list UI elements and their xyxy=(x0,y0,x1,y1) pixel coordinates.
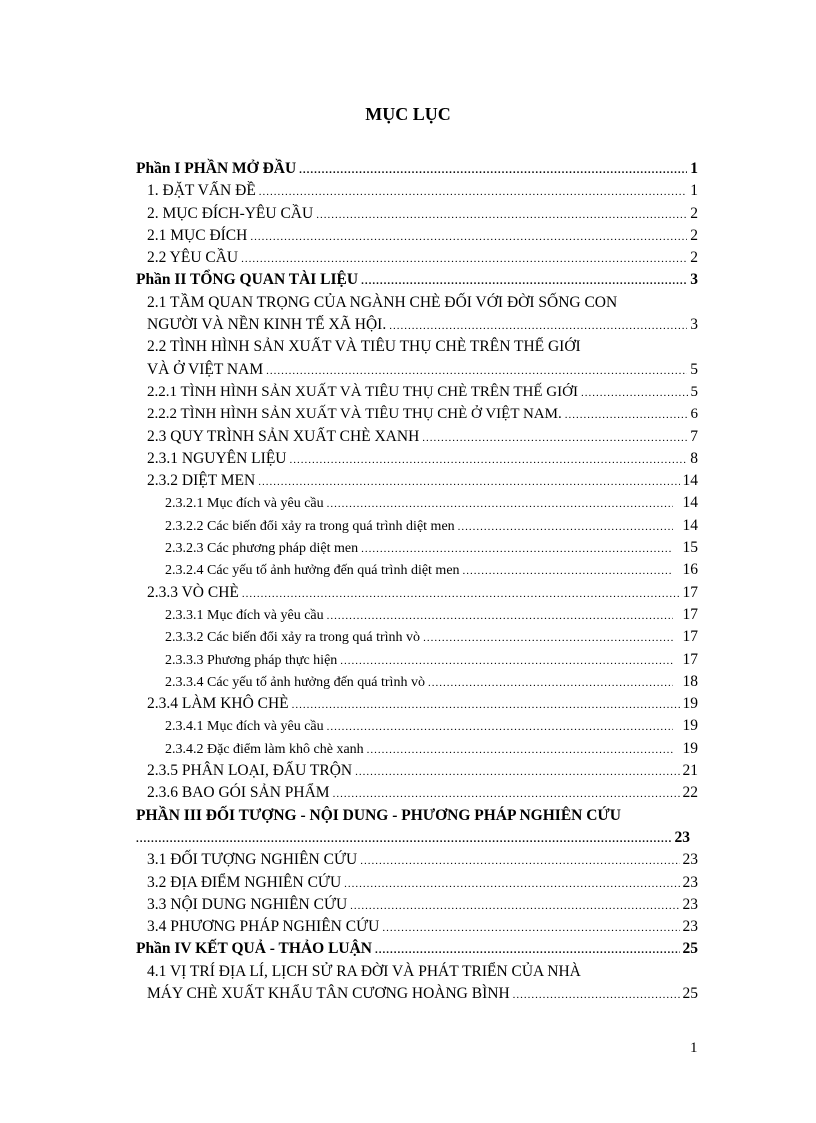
toc-entry-label: 2.3.4.1 Mục đích và yêu cầu xyxy=(165,719,324,735)
toc-entry-page: 6 xyxy=(690,406,698,423)
toc-leader xyxy=(299,159,687,181)
toc-entry[interactable] xyxy=(136,225,698,247)
toc-entry-label: Phần I PHẦN MỞ ĐẦU xyxy=(136,160,297,177)
toc-entry-label: 2.2.2 TÌNH HÌNH SẢN XUẤT VÀ TIÊU THỤ CHÈ Ở VIỆT NAM. xyxy=(147,406,562,423)
page-title: MỤC LỤC xyxy=(365,104,451,124)
toc-entry-page: 25 xyxy=(682,940,698,958)
toc-entry-label: 2.3.4.2 Đặc điểm làm khô chè xanh xyxy=(165,741,364,757)
toc-entry[interactable] xyxy=(136,381,698,403)
toc-entry-label: 2.3 QUY TRÌNH SẢN XUẤT CHÈ XANH xyxy=(147,427,420,445)
toc-entry-page: 3 xyxy=(690,271,698,289)
toc-entry-page: 23 xyxy=(682,873,698,891)
toc-entry[interactable] xyxy=(136,872,698,894)
toc-entry-label: 2.3.3.2 Các biến đổi xảy ra trong quá trình vò xyxy=(165,630,421,646)
toc-entry-label: 3.1 ĐỐI TƯỢNG NGHIÊN CỨU xyxy=(147,851,358,869)
toc-entry-line1[interactable] xyxy=(136,805,698,827)
toc-entry-page: 19 xyxy=(682,717,698,735)
toc-leader xyxy=(389,315,687,337)
toc-leader xyxy=(355,761,679,783)
toc-leader xyxy=(289,449,687,471)
toc-entry-label: Phần IV KẾT QUẢ - THẢO LUẬN xyxy=(136,940,372,958)
toc-entry[interactable] xyxy=(136,158,698,180)
toc-entry-label: 2.1 MỤC ĐÍCH xyxy=(147,226,248,244)
toc-entry-page: 21 xyxy=(682,762,698,780)
toc-leader xyxy=(423,627,673,649)
toc-entry[interactable] xyxy=(136,604,698,626)
toc-entry-label: 2.2.1 TÌNH HÌNH SẢN XUẤT VÀ TIÊU THỤ CHÈ TRÊN THẾ GIỚI xyxy=(147,383,578,400)
toc-entry-page: 1 xyxy=(690,160,698,177)
toc-entry-line2[interactable] xyxy=(136,359,698,381)
toc-entry-page: 5 xyxy=(690,360,698,378)
toc-entry[interactable] xyxy=(136,537,698,559)
toc-entry-page: 18 xyxy=(682,672,698,690)
toc-entry[interactable] xyxy=(136,849,698,871)
toc-entry-page: 2 xyxy=(690,226,698,244)
toc-entry-page: 19 xyxy=(682,695,698,713)
toc-leader xyxy=(361,538,673,560)
toc-leader xyxy=(292,694,680,716)
toc-entry-label-continued: NGƯỜI VÀ NỀN KINH TẾ XÃ HỘI. xyxy=(147,316,387,334)
toc-entry[interactable] xyxy=(136,403,698,425)
toc-leader xyxy=(463,560,673,582)
toc-entry-label: 2.3.3.3 Phương pháp thực hiện xyxy=(165,652,338,668)
toc-leader xyxy=(513,984,680,1006)
toc-entry[interactable] xyxy=(136,671,698,693)
toc-leader xyxy=(136,828,672,850)
toc-entry-label: 2.3.2.1 Mục đích và yêu cầu xyxy=(165,496,324,512)
toc-entry-page: 17 xyxy=(682,628,698,646)
toc-entry-page: 17 xyxy=(682,605,698,623)
toc-entry[interactable] xyxy=(136,738,698,760)
toc-entry-page: 25 xyxy=(682,984,698,1002)
toc-leader xyxy=(259,181,687,203)
toc-entry-label: 2.2 TÌNH HÌNH SẢN XUẤT VÀ TIÊU THỤ CHÈ TRÊN THẾ GIỚI xyxy=(147,338,581,356)
toc-leader xyxy=(422,427,687,449)
toc-entry-label: 2.3.5 PHÂN LOẠI, ĐẤU TRỘN xyxy=(147,762,353,780)
toc-leader xyxy=(360,850,679,872)
toc-entry-label: 2.3.2 DIỆT MEN xyxy=(147,472,256,490)
toc-entry[interactable] xyxy=(136,180,698,202)
toc-entry-label: 4.1 VỊ TRÍ ĐỊA LÍ, LỊCH SỬ RA ĐỜI VÀ PHÁT TRIỂN CỦA NHÀ xyxy=(147,962,581,980)
toc-leader xyxy=(242,583,680,605)
toc-entry-label: 3.3 NỘI DUNG NGHIÊN CỨU xyxy=(147,895,348,913)
toc-entry-page: 1 xyxy=(690,182,698,200)
toc-entry-page: 19 xyxy=(682,739,698,757)
page-number: 1 xyxy=(690,1040,698,1056)
toc-entry-line1[interactable] xyxy=(136,292,698,314)
toc-entry-page: 22 xyxy=(682,784,698,802)
toc-entry-page: 7 xyxy=(690,427,698,445)
toc-entry[interactable] xyxy=(136,448,698,470)
toc-leader xyxy=(382,917,679,939)
toc-leader xyxy=(565,404,688,426)
toc-entry-page: 23 xyxy=(674,828,690,846)
toc-entry-page: 23 xyxy=(682,918,698,936)
toc-entry-label: 2.3.2.3 Các phương pháp diệt men xyxy=(165,541,359,557)
toc-leader xyxy=(241,248,687,270)
toc-entry-page: 15 xyxy=(682,539,698,557)
toc-entry[interactable] xyxy=(136,649,698,671)
toc-entry[interactable] xyxy=(136,782,698,804)
toc-entry-line2[interactable] xyxy=(136,827,698,849)
toc-entry-label: 2. MỤC ĐÍCH-YÊU CẦU xyxy=(147,204,314,222)
toc-entry[interactable] xyxy=(136,426,698,448)
toc-leader xyxy=(327,716,673,738)
toc-leader xyxy=(361,270,687,292)
toc-leader xyxy=(340,650,673,672)
toc-entry[interactable] xyxy=(136,247,698,269)
toc-leader xyxy=(258,471,679,493)
toc-entry[interactable] xyxy=(136,760,698,782)
toc-entry[interactable] xyxy=(136,693,698,715)
toc-leader xyxy=(344,873,679,895)
toc-entry-page: 5 xyxy=(690,383,698,400)
toc-entry-page: 23 xyxy=(682,895,698,913)
toc-entry[interactable] xyxy=(136,626,698,648)
toc-entry[interactable] xyxy=(136,492,698,514)
toc-entry-page: 14 xyxy=(682,494,698,512)
toc-entry-label: 3.2 ĐỊA ĐIỂM NGHIÊN CỨU xyxy=(147,873,342,891)
toc-leader xyxy=(327,605,673,627)
toc-entry[interactable] xyxy=(136,894,698,916)
toc-entry-line1[interactable] xyxy=(136,961,698,983)
toc-leader xyxy=(266,360,687,382)
toc-entry-page: 16 xyxy=(682,561,698,579)
toc-entry-page: 23 xyxy=(682,851,698,869)
toc-entry[interactable] xyxy=(136,916,698,938)
toc-leader xyxy=(367,739,673,761)
toc-leader xyxy=(428,672,673,694)
toc-leader xyxy=(333,783,680,805)
toc-entry[interactable] xyxy=(136,938,698,960)
table-of-contents xyxy=(136,158,698,1005)
toc-leader xyxy=(458,516,673,538)
toc-entry-label: 1. ĐẶT VẤN ĐỀ xyxy=(147,182,256,200)
toc-entry-line2[interactable] xyxy=(136,983,698,1005)
toc-entry-line2[interactable] xyxy=(136,314,698,336)
toc-entry-page: 3 xyxy=(690,316,698,334)
toc-entry-page: 8 xyxy=(690,449,698,467)
toc-entry-page: 17 xyxy=(682,650,698,668)
toc-entry-label-continued: VÀ Ở VIỆT NAM xyxy=(147,360,264,378)
toc-leader xyxy=(350,895,679,917)
toc-entry-label: 2.2 YÊU CẦU xyxy=(147,249,239,267)
toc-entry-page: 14 xyxy=(682,472,698,490)
toc-entry-label: 2.3.3.1 Mục đích và yêu cầu xyxy=(165,607,324,623)
toc-leader xyxy=(327,493,673,515)
toc-entry[interactable] xyxy=(136,715,698,737)
toc-entry-label: 2.3.3 VÒ CHÈ xyxy=(147,583,239,601)
toc-entry[interactable] xyxy=(136,470,698,492)
toc-entry-label: 2.3.4 LÀM KHÔ CHÈ xyxy=(147,695,289,713)
toc-leader xyxy=(375,939,680,961)
toc-entry[interactable] xyxy=(136,559,698,581)
toc-entry-label: PHẦN III ĐỐI TƯỢNG - NỘI DUNG - PHƯƠNG PHÁP NGHIÊN CỨU xyxy=(136,806,621,824)
toc-entry-page: 2 xyxy=(690,249,698,267)
toc-entry-label-continued: MÁY CHÈ XUẤT KHẨU TÂN CƯƠNG HOÀNG BÌNH xyxy=(147,984,510,1002)
toc-entry[interactable] xyxy=(136,582,698,604)
toc-entry-page: 14 xyxy=(682,516,698,534)
toc-entry[interactable] xyxy=(136,203,698,225)
toc-entry[interactable] xyxy=(136,269,698,291)
toc-entry-label: 2.3.1 NGUYÊN LIỆU xyxy=(147,449,287,467)
toc-entry-label: 2.3.3.4 Các yếu tố ảnh hưởng đến quá trình vò xyxy=(165,674,425,690)
toc-entry-label: 2.3.2.4 Các yếu tố ảnh hưởng đến quá trình diệt men xyxy=(165,563,460,579)
toc-entry-line1[interactable] xyxy=(136,336,698,358)
toc-leader xyxy=(250,226,687,248)
toc-entry-page: 17 xyxy=(682,583,698,601)
toc-leader xyxy=(316,204,687,226)
toc-entry-label: Phần II TỔNG QUAN TÀI LIỆU xyxy=(136,271,359,289)
toc-entry-label: 2.3.2.2 Các biến đổi xảy ra trong quá trình diệt men xyxy=(165,518,455,534)
toc-entry-label: 2.3.6 BAO GÓI SẢN PHẨM xyxy=(147,784,330,802)
toc-entry-label: 2.1 TẦM QUAN TRỌNG CỦA NGÀNH CHÈ ĐỐI VỚI ĐỜI SỐNG CON xyxy=(147,293,618,311)
toc-entry-page: 2 xyxy=(690,204,698,222)
toc-leader xyxy=(581,382,688,404)
toc-entry[interactable] xyxy=(136,515,698,537)
toc-entry-label: 3.4 PHƯƠNG PHÁP NGHIÊN CỨU xyxy=(147,918,380,936)
